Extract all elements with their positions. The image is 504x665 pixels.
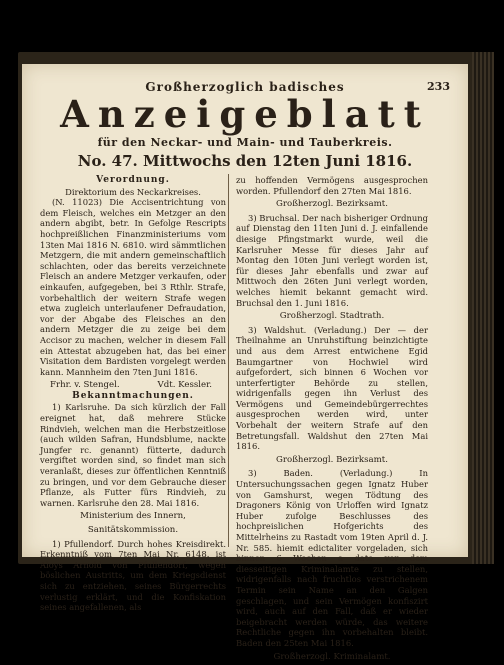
- section-heading-bekanntmachungen: Bekanntmachungen.: [72, 390, 194, 401]
- signature-left: Frhr. v. Stengel.: [50, 380, 120, 391]
- masthead-title: Anzeigeblatt: [60, 92, 430, 136]
- verordnung-text: (N. 11023) Die Accisentrichtung von dem Fleisch, welches ein Metzger an den andern abgibt, betr. In Gefolge Rescripts hochpreißlichen Finanzministeriums vom 13ten Mai 1816 N. 6810. wird sämmtlichen Metzgern, die mit andern gemeinschaftlich schlachten, oder das bereits verzeichnete Fleisch an andere Metzger verkaufen, oder einkaufen, aufgegeben, bei 3 Rthlr. Strafe, vorbehaltlich der weitern Strafe wegen etwa zugleich unterlaufener Defraudation, vor der Abgabe des Fleisches an den andern Metzger die zu zeige bei dem Accisor zu machen, welcher in diesem Fall ein Attestat abzugeben hat, das bei einer Visitation dem Bardisten vorgelegt werden kann. Mannheim den 7ten Juni 1816.: [40, 197, 226, 377]
- page-number: 233: [427, 80, 450, 93]
- section-heading-verordnung: Verordnung.: [96, 175, 170, 185]
- karlsruhe-signature-1: Ministerium des Innern,: [80, 511, 186, 522]
- baden-notice: 3) Baden. (Verladung.) In Untersuchungssachen gegen Ignatz Huber von Gamshurst, wegen Tödtung des Dragoners König von Urloffen wird Ignatz Huber zufolge Beschlusses des hochpreislichen Hofgerichts des Mittelrheins zu Rastadt vom 19ten April d. J. Nr. 585. hiemit edictaliter vorgeladen, sich binnen 6 Wochen a dato vor dem diesseitigen Kriminalamte zu stellen, widrigenfalls nach fruchtlos verstrichenem Termin sein Name an den Galgen geschlagen, und sein Vermögen konfiszirt wird, auch auf den Fall, daß er wieder beigebracht werden würde, das weitere Rechtliche gegen ihn vorbehalten bleibt. Baden den 25ten Mai 1816.: [236, 468, 428, 648]
- bruchsal-signature: Großherzogl. Stadtrath.: [279, 311, 385, 322]
- right-column: [236, 175, 428, 665]
- waldshut-notice: 3) Waldshut. (Verladung.) Der — der Theilnahme an Unruhstiftung beinzichtigte und aus dem Arrest entwichene Egid Baumgartner von Hochwiel wird aufgefordert, sich binnen 6 Wochen vor unterfertigter Behörde zu stellen, widrigenfalls gegen ihn Verlust des Vermögens und Gemeindebürgerrechtes ausgesprochen werden wird, unter Vorbehalt der weitern Strafe auf den Betretungsfall. Waldshut den 27ten Mai 1816.: [236, 324, 428, 452]
- left-column: [40, 175, 226, 616]
- masthead-subtitle: für den Neckar- und Main- und Tauberkreis.: [97, 136, 393, 149]
- issue-line: No. 47. Mittwochs den 12ten Juni 1816.: [77, 152, 413, 170]
- waldshut-signature: Großherzogl. Bezirksamt.: [276, 454, 388, 465]
- karlsruhe-signature-2: Sanitätskommission.: [87, 525, 179, 535]
- baden-signature: Großherzogl. Kriminalamt.: [273, 651, 391, 662]
- pfullendorf-notice: 1) Pfullendorf. Durch hohes Kreisdirekt. Erkenntniß vom 7ten Mai Nr. 6148. ist Aloys Arnold von Pfullendorf, wegen böslichen Austritts, um dem Kriegsdienst sich zu entziehen, seines Bürgerrechts verlustig erklärt, und die Konfiskation seines angefallenen, als: [40, 538, 226, 613]
- column-divider: [228, 174, 229, 547]
- pfullendorf-signature: Großherzogl. Bezirksamt.: [276, 199, 388, 210]
- masthead-state: Großherzoglich badisches: [145, 80, 345, 94]
- newspaper-page: [22, 64, 468, 662]
- pfullendorf-continued: zu hoffenden Vermögens ausgesprochen worden. Pfullendorf den 27ten Mai 1816.: [236, 175, 428, 196]
- directorium-line: Direktorium des Neckarkreises.: [65, 186, 201, 197]
- karlsruhe-notice: 1) Karlsruhe. Da sich kürzlich der Fall ereignet hat, daß mehrere Stücke Rindvieh, welchen man die Herbstzeitlose (auch wilden Safran, Hundsblume, nackte Jungfer rc. genannt) fütterte, dadurch vergiftet worden sind, so findet man sich veranlaßt, dieses zur öffentlichen Kenntniß zu bringen, und vor dem Gebrauche dieser Pflanze, als Futter fürs Rindvieh, zu warnen. Karlsruhe den 28. Mai 1816.: [40, 402, 226, 508]
- page-edges: [472, 52, 494, 564]
- bruchsal-notice: 3) Bruchsal. Der nach bisheriger Ordnung auf Dienstag den 11ten Juni d. J. einfallende diesige Pfingstmarkt wurde, weil die Karlsruher Messe für dieses Jahr auf Montag den 10ten Juni verlegt worden ist, für dieses Jahr ebenfalls und zwar auf Mittwoch den 26ten Juni verlegt worden, welches hiemit bekannt gemacht wird. Bruchsal den 1. Juni 1816.: [236, 212, 428, 308]
- verordnung-signature: [40, 380, 226, 391]
- signature-right: Vdt. Kessler.: [157, 380, 212, 391]
